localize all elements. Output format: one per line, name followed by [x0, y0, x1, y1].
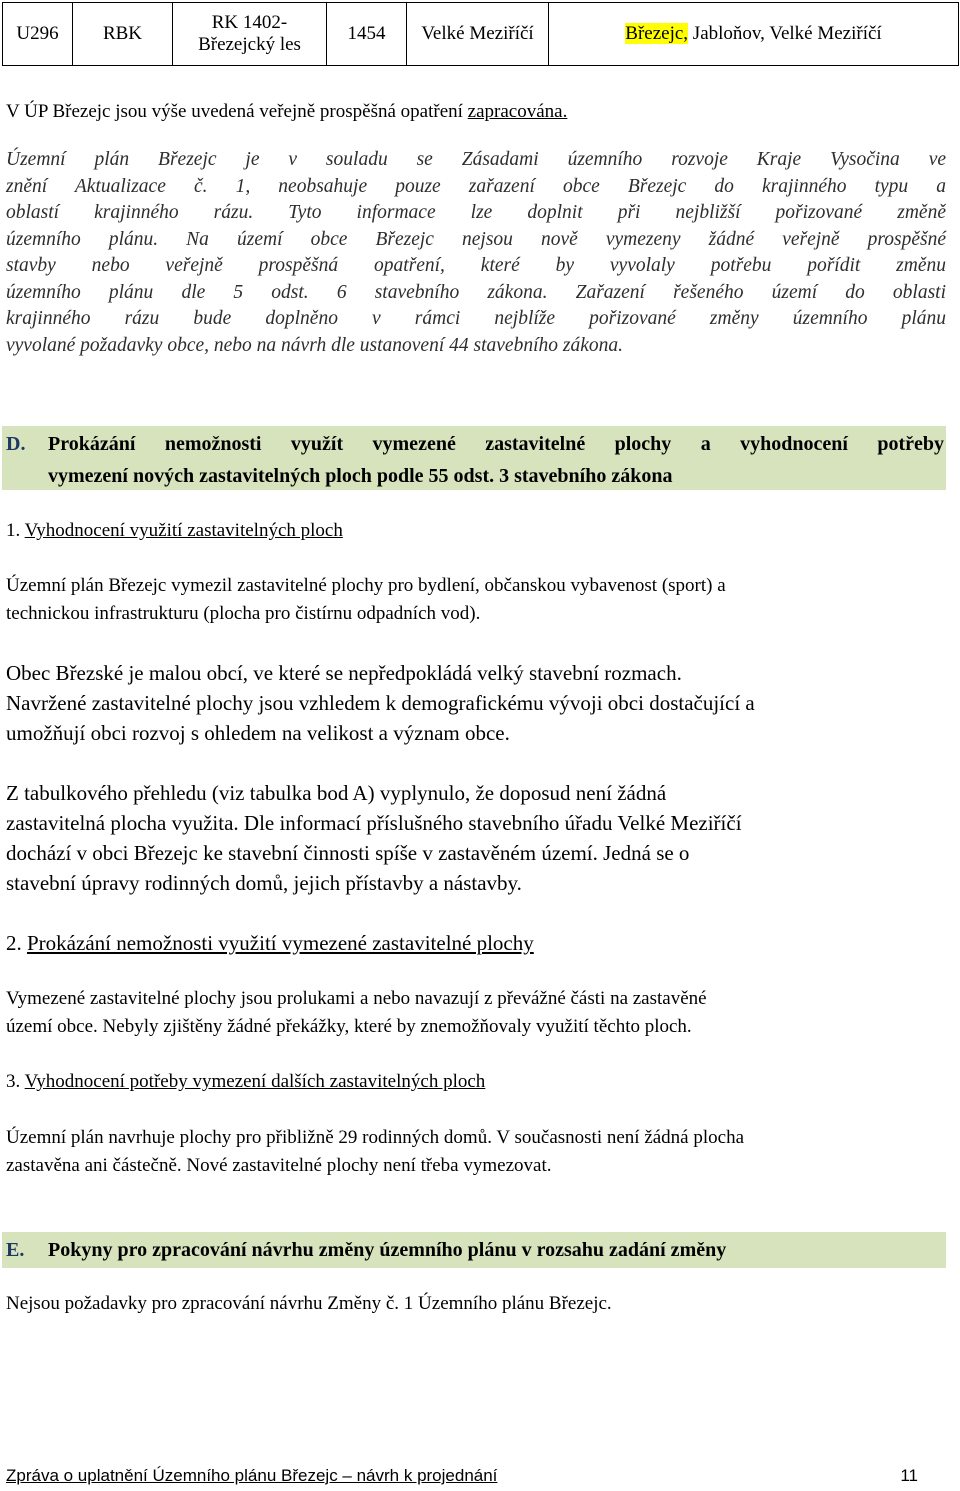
paragraph-line: dochází v obci Březejc ke stavební činnosti spíše v zastavěném území. Jedná se o [6, 841, 690, 865]
paragraph-line: zastavěna ani částečně. Nové zastavitelné plochy není třeba vymezovat. [6, 1155, 552, 1176]
paragraph-line: stavební úpravy rodinných domů, jejich přístavby a nástavby. [6, 871, 522, 895]
paragraph-line: Navržené zastavitelné plochy jsou vzhledem k demografickému vývoji obci dostačující a [6, 691, 755, 715]
italic-line: krajinného rázu bude doplněno v rámci nejblíže pořizované změny územního plánu [6, 308, 946, 329]
header-cell-rk [173, 3, 327, 66]
paragraph-line: Obec Březské je malou obcí, ve které se nepředpokládá velký stavební rozmach. [6, 661, 682, 685]
intro-paragraph [6, 98, 946, 126]
header-cell-rbk: RBK [73, 3, 173, 66]
paragraph-5 [6, 1124, 946, 1180]
header-villages-rest: Jabloňov, Velké Meziříčí [688, 23, 882, 44]
section-d-heading [2, 426, 946, 490]
paragraph-line: Územní plán navrhuje plochy pro přibližně 29 rodinných domů. V současnosti není žádná plocha [6, 1127, 745, 1148]
header-rk-line1: RK 1402- [211, 12, 288, 33]
subsection-1-heading [6, 517, 946, 545]
italic-line: vyvolané požadavky obce, nebo na návrh dle ustanovení 44 stavebního zákona. [6, 334, 623, 356]
intro-text: V ÚP Březejc jsou výše uvedená veřejně prospěšná opatření [6, 101, 468, 122]
page-number: 11 [900, 1466, 918, 1485]
subsection-3-title: Vyhodnocení potřeby vymezení dalších zastavitelných ploch [24, 1071, 486, 1092]
paragraph-4 [6, 985, 946, 1041]
subsection-3-heading [6, 1068, 946, 1096]
section-e-letter: E. [6, 1239, 25, 1261]
italic-line: znění Aktualizace č. 1, neobsahuje pouze zařazení obce Březejc do krajinného typu a [6, 175, 946, 197]
italic-line: územního plánu dle 5 odst. 6 stavebního zákona. Zařazení řešeného území do oblasti [6, 281, 946, 303]
section-d-line: Prokázání nemožnosti využít vymezené zastavitelné plochy a vyhodnocení potřeby [48, 433, 944, 455]
header-cell-number: 1454 [327, 3, 407, 66]
section-d-line: vymezení nových zastavitelných ploch podle 55 odst. 3 stavebního zákona [48, 465, 673, 487]
italic-line: oblastí krajinného rázu. Tyto informace lze doplnit při nejbližší pořizované změně [6, 202, 946, 223]
paragraph-line: Územní plán Březejc vymezil zastavitelné plochy pro bydlení, občanskou vybavenost (sport) a [6, 575, 726, 596]
italic-line: stavby nebo veřejně prospěšná opatření, které by vyvolaly potřebu pořídit změnu [6, 255, 946, 276]
footer-title: Zpráva o uplatnění Územního plánu Březejc – návrh k projednání [6, 1466, 498, 1485]
paragraph-2 [6, 658, 946, 748]
section-e-title [48, 1234, 944, 1266]
intro-underlined: zapracována. [467, 101, 568, 122]
header-cell-code: U296 [3, 3, 73, 66]
section-d-title [48, 428, 944, 492]
subsection-1-title: Vyhodnocení využití zastavitelných ploch [24, 520, 343, 541]
subsection-2-title: Prokázání nemožnosti využití vymezené zastavitelné plochy [27, 931, 534, 955]
paragraph-line: Vymezené zastavitelné plochy jsou prolukami a nebo navazují z převážné části na zastavěné [6, 988, 707, 1009]
paragraph-line: technickou infrastrukturu (plocha pro čistírnu odpadních vod). [6, 603, 481, 624]
header-table [2, 2, 959, 66]
section-e-heading [2, 1232, 946, 1268]
subsection-2-heading [6, 928, 946, 958]
section-e-line: Pokyny pro zpracování návrhu změny územního plánu v rozsahu zadání změny [48, 1239, 727, 1261]
header-cell-villages [549, 3, 959, 66]
paragraph-line: zastavitelná plocha využita. Dle informací příslušného stavebního úřadu Velké Meziříčí [6, 811, 742, 835]
header-cell-town: Velké Meziříčí [407, 3, 549, 66]
paragraph-line: umožňují obci rozvoj s ohledem na velikost a význam obce. [6, 721, 510, 745]
section-d-letter: D. [6, 433, 26, 455]
italic-paragraph [6, 147, 946, 359]
header-rk-line2: Březejcký les [198, 34, 301, 55]
paragraph-6: Nejsou požadavky pro zpracování návrhu Změny č. 1 Územního plánu Březejc. [6, 1293, 612, 1314]
subsection-1-number: 1. [6, 520, 25, 541]
italic-line: územního plánu. Na území obce Březejc nejsou nově vymezeny žádné veřejně prospěšné [6, 228, 946, 250]
paragraph-1 [6, 572, 946, 628]
italic-line: Územní plán Březejc je v souladu se Zásadami územního rozvoje Kraje Vysočina ve [6, 149, 946, 170]
paragraph-line: Z tabulkového přehledu (viz tabulka bod A) vyplynulo, že doposud není žádná [6, 781, 667, 805]
paragraph-3 [6, 778, 946, 898]
header-highlight: Březejc, [625, 23, 689, 44]
subsection-2-number: 2. [6, 931, 27, 955]
page-footer [6, 1466, 918, 1486]
subsection-3-number: 3. [6, 1071, 25, 1092]
paragraph-line: území obce. Nebyly zjištěny žádné překážky, které by znemožňovaly využití těchto ploch. [6, 1016, 692, 1037]
